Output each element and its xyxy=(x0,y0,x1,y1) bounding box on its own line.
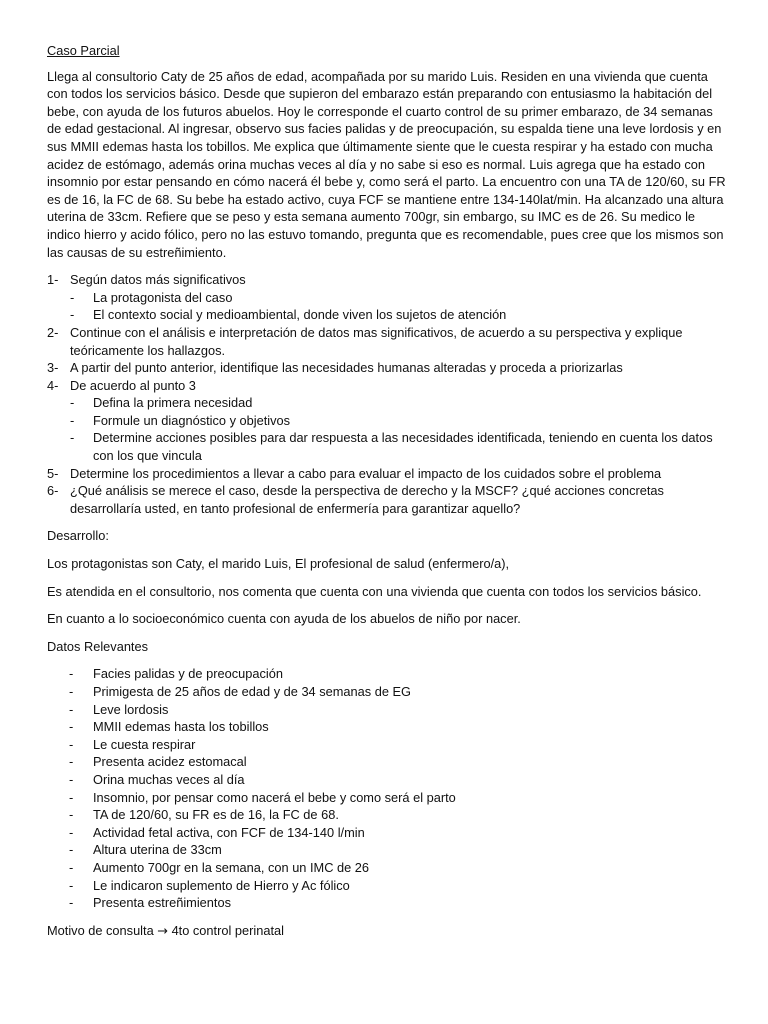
question-text: Continue con el análisis e interpretación de datos mas significativos, de acuerdo a su perspectiva y explique teóricamente los hallazgos. xyxy=(70,324,683,358)
dato-text: Presenta estreñimientos xyxy=(93,895,231,911)
document-title: Caso Parcial xyxy=(47,43,120,58)
question-text: ¿Qué análisis se merece el caso, desde la perspectiva de derecho y la MSCF? ¿qué acciones concretas desarrollaría usted, en tanto profesional de enfermería para garantizar aquello? xyxy=(70,483,664,516)
question-number: 6- xyxy=(47,483,59,499)
atendida-text: Es atendida en el consultorio, nos comenta que cuenta con una vivienda que cuenta con todos los servicios básico. xyxy=(47,583,702,599)
motivo-label: Motivo de consulta xyxy=(47,922,154,938)
dash-bullet: - xyxy=(69,895,74,911)
question-row xyxy=(47,482,728,517)
dato-item xyxy=(69,771,728,789)
question-body xyxy=(70,271,728,324)
arrow-right-icon: → xyxy=(157,923,168,939)
subquestion-list xyxy=(70,394,728,464)
question-item xyxy=(47,465,728,483)
dato-item xyxy=(69,859,728,877)
question-row xyxy=(47,324,728,359)
dash-bullet: - xyxy=(69,666,74,682)
question-body xyxy=(70,465,728,483)
subquestion-text: El contexto social y medioambiental, donde viven los sujetos de atención xyxy=(93,307,507,323)
question-body xyxy=(70,377,728,465)
question-text: De acuerdo al punto 3 xyxy=(70,377,196,393)
dato-item xyxy=(69,824,728,842)
dash-bullet: - xyxy=(69,877,74,893)
dato-item xyxy=(69,665,728,683)
dato-item xyxy=(69,841,728,859)
question-item xyxy=(47,359,728,377)
subquestion-item xyxy=(70,429,728,464)
dash-bullet: - xyxy=(69,736,74,752)
question-text: Determine los procedimientos a llevar a cabo para evaluar el impacto de los cuidados sobre el problema xyxy=(70,465,662,481)
question-text: A partir del punto anterior, identifique las necesidades humanas alteradas y proceda a priorizarlas xyxy=(70,360,623,376)
subquestion-item xyxy=(70,306,728,324)
questions-list xyxy=(47,271,728,517)
datos-list xyxy=(47,665,728,911)
question-body xyxy=(70,482,728,517)
dato-item xyxy=(69,806,728,824)
question-item xyxy=(47,271,728,324)
question-row xyxy=(47,465,728,483)
question-row xyxy=(47,271,728,324)
dato-item xyxy=(69,877,728,895)
dash-bullet: - xyxy=(69,754,74,770)
dash-bullet: - xyxy=(69,789,74,805)
dash-bullet: - xyxy=(69,824,74,840)
dato-text: MMII edemas hasta los tobillos xyxy=(93,719,269,735)
question-row xyxy=(47,377,728,465)
dato-text: Actividad fetal activa, con FCF de 134-140 l/min xyxy=(93,824,365,840)
dato-text: Le indicaron suplemento de Hierro y Ac fólico xyxy=(93,877,350,893)
dash-bullet: - xyxy=(69,719,74,735)
dash-bullet: - xyxy=(70,430,75,446)
dato-item xyxy=(69,683,728,701)
motivo-line xyxy=(47,922,728,941)
dato-text: Le cuesta respirar xyxy=(93,736,196,752)
question-number: 4- xyxy=(47,377,59,393)
question-number: 5- xyxy=(47,465,59,481)
subquestion-item xyxy=(70,394,728,412)
desarrollo-heading: Desarrollo: xyxy=(47,528,109,544)
dato-item xyxy=(69,701,728,719)
dash-bullet: - xyxy=(69,771,74,787)
dash-bullet: - xyxy=(69,859,74,875)
dato-text: Orina muchas veces al día xyxy=(93,771,245,787)
question-item xyxy=(47,482,728,517)
datos-heading: Datos Relevantes xyxy=(47,638,149,654)
dash-bullet: - xyxy=(69,807,74,823)
question-row xyxy=(47,359,728,377)
motivo-value: 4to control perinatal xyxy=(171,922,284,938)
question-number: 1- xyxy=(47,272,59,288)
dato-item xyxy=(69,753,728,771)
subquestion-text: Defina la primera necesidad xyxy=(93,395,253,411)
subquestion-text: Formule un diagnóstico y objetivos xyxy=(93,412,291,428)
subquestion-text: Determine acciones posibles para dar respuesta a las necesidades identificada, teniendo en cuenta los datos con los que vincula xyxy=(93,430,713,464)
subquestion-item xyxy=(70,289,728,307)
dato-item xyxy=(69,718,728,736)
question-number: 3- xyxy=(47,360,59,376)
subquestion-text: La protagonista del caso xyxy=(93,289,233,305)
question-item xyxy=(47,324,728,359)
question-body xyxy=(70,324,728,359)
question-item xyxy=(47,377,728,465)
dato-text: Facies palidas y de preocupación xyxy=(93,666,283,682)
dash-bullet: - xyxy=(70,395,75,411)
dato-text: Presenta acidez estomacal xyxy=(93,754,247,770)
question-number: 2- xyxy=(47,324,59,340)
dato-text: TA de 120/60, su FR es de 16, la FC de 68. xyxy=(93,807,339,823)
question-text: Según datos más significativos xyxy=(70,272,246,288)
dash-bullet: - xyxy=(69,701,74,717)
case-paragraph: Llega al consultorio Caty de 25 años de edad, acompañada por su marido Luis. Residen en una vivienda que cuenta con todos los servicios básico. Desde que supieron del embarazo están preparando con entusiasmo la habitación del bebe, con ayuda de los futuros abuelos. Hoy le corresponde el cuarto control de su primer embarazo, de 34 semanas de edad gestacional. Al ingresar, observo sus facies palidas y de preocupación, su espalda tiene una leve lordosis y en sus MMII edemas hasta los tobillos. Me explica que últimamente siente que le cuesta respirar y ha estado con mucha acidez de estómago, además orina muchas veces al día y no sabe si eso es normal. Luis agrega que ha estado con insomnio por estar pensando en cómo nacerá él bebe y, como será el parto. La encuentro con una TA de 120/60, su FR es de 16, la FC de 68. Su bebe ha estado activo, cuya FCF se mantiene entre 134-140lat/min. Ha alcanzado una altura uterina de 33cm. Refiere que se peso y esta semana aumento 700gr, sin embargo, su IMC es de 26. Su medico le indico hierro y acido fólico, pero no las estuvo tomando, pregunta que es recomendable, pues cree que los mismos son las causas de su estreñimiento. xyxy=(47,68,726,260)
question-body xyxy=(70,359,728,377)
dash-bullet: - xyxy=(70,307,75,323)
subquestion-item xyxy=(70,412,728,430)
dato-text: Altura uterina de 33cm xyxy=(93,842,222,858)
dash-bullet: - xyxy=(69,842,74,858)
dash-bullet: - xyxy=(70,289,75,305)
socioeconomico-text: En cuanto a lo socioeconómico cuenta con ayuda de los abuelos de niño por nacer. xyxy=(47,611,521,627)
dato-item xyxy=(69,894,728,912)
dash-bullet: - xyxy=(69,684,74,699)
dash-bullet: - xyxy=(70,412,75,428)
dato-text: Aumento 700gr en la semana, con un IMC de 26 xyxy=(93,859,370,875)
dato-text: Insomnio, por pensar como nacerá el bebe y como será el parto xyxy=(93,789,456,805)
dato-item xyxy=(69,736,728,754)
dato-text: Leve lordosis xyxy=(93,701,169,717)
dato-text: Primigesta de 25 años de edad y de 34 semanas de EG xyxy=(93,684,411,699)
dato-item xyxy=(69,789,728,807)
protagonistas-text: Los protagonistas son Caty, el marido Luis, El profesional de salud (enfermero/a), xyxy=(47,556,510,572)
subquestion-list xyxy=(70,289,728,324)
